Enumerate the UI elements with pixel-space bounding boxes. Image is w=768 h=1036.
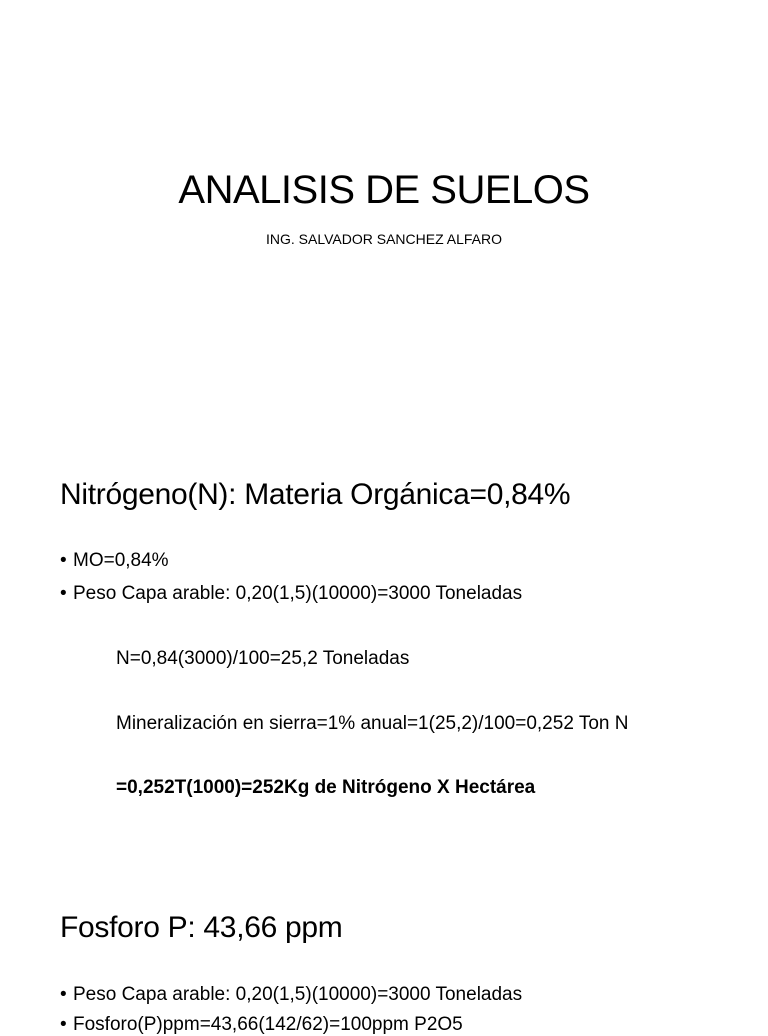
page-title: ANALISIS DE SUELOS	[178, 168, 590, 212]
nitrogen-heading: Nitrógeno(N): Materia Orgánica=0,84%	[60, 478, 571, 511]
bullet-text: Fosforo(P)ppm=43,66(142/62)=100ppm P2O5	[73, 1014, 463, 1035]
bullet-dot-icon: •	[60, 984, 67, 1005]
page-subtitle: ING. SALVADOR SANCHEZ ALFARO	[266, 231, 502, 247]
list-item	[60, 583, 522, 605]
bullet-text: Peso Capa arable: 0,20(1,5)(10000)=3000 Toneladas	[73, 984, 523, 1005]
list-item	[60, 984, 522, 1006]
nitrogen-result: =0,252T(1000)=252Kg de Nitrógeno X Hectárea	[116, 777, 536, 798]
mineralization-line: Mineralización en sierra=1% anual=1(25,2)/100=0,252 Ton N	[116, 713, 629, 734]
bullet-dot-icon: •	[60, 583, 67, 604]
list-item	[60, 1014, 463, 1036]
bullet-text: MO=0,84%	[73, 550, 169, 571]
list-item	[60, 550, 169, 572]
bullet-text: Peso Capa arable: 0,20(1,5)(10000)=3000 Toneladas	[73, 583, 523, 604]
phosphorus-heading: Fosforo P: 43,66 ppm	[60, 911, 343, 944]
bullet-dot-icon: •	[60, 1014, 67, 1035]
bullet-dot-icon: •	[60, 550, 67, 571]
nitrogen-calc-line: N=0,84(3000)/100=25,2 Toneladas	[116, 648, 410, 669]
